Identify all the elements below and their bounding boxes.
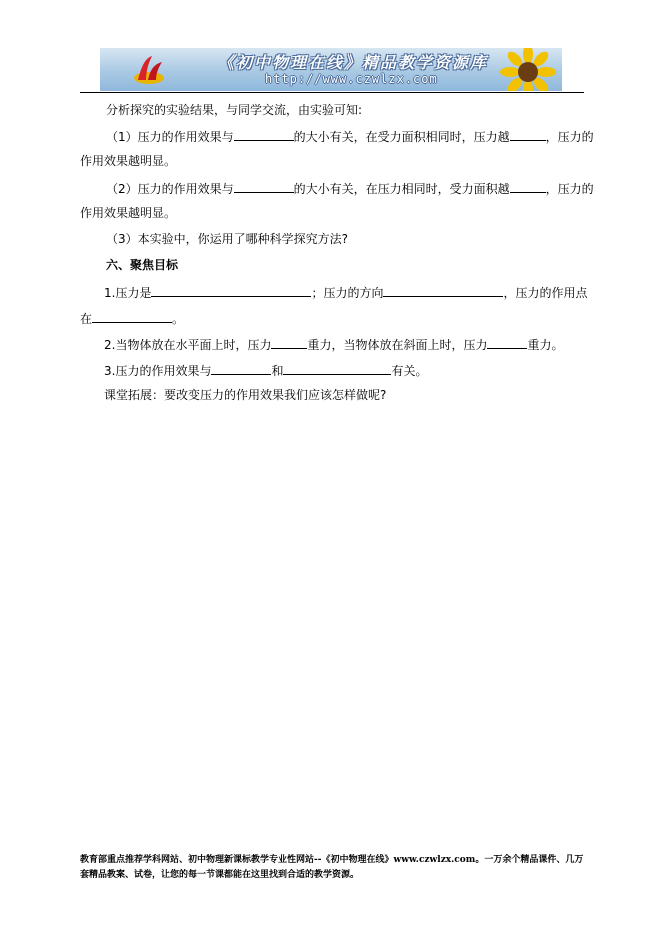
q1-text-b: 的大小有关，在受力面积相同时，压力越 <box>293 130 510 144</box>
sunflower-icon <box>498 48 558 91</box>
item3-text-a: 3.压力的作用效果与 <box>104 364 212 378</box>
banner-url[interactable]: http://www.czwlzx.com <box>265 72 438 86</box>
item2-blank-2[interactable] <box>487 336 527 349</box>
q2-blank-1[interactable] <box>234 180 294 193</box>
item1-text-c: ，压力的作用点 <box>503 286 588 300</box>
item-1-cont <box>80 310 184 326</box>
q1-blank-1[interactable] <box>234 128 294 141</box>
item1-text-a: 1.压力是 <box>104 286 152 300</box>
q2-text-d: 作用效果越明显。 <box>80 206 177 220</box>
section-heading: 六、聚焦目标 <box>106 258 179 272</box>
item2-blank-1[interactable] <box>271 336 307 349</box>
item-3 <box>104 362 427 378</box>
q2-blank-2[interactable] <box>510 180 546 193</box>
header-rule <box>80 92 584 93</box>
question-3: （3）本实验中，你运用了哪种科学探究方法? <box>106 232 349 246</box>
item1-blank-1[interactable] <box>151 284 311 297</box>
banner-title: 《初中物理在线》精品教学资源库 <box>218 53 489 72</box>
q2-text-b: 的大小有关，在压力相同时，受力面积越 <box>293 182 510 196</box>
q1-text-d: 作用效果越明显。 <box>80 154 177 168</box>
item-1 <box>104 284 587 300</box>
item3-blank-1[interactable] <box>211 362 271 375</box>
q1-text-a: （1）压力的作用效果与 <box>106 130 234 144</box>
item1-text-d: 在 <box>80 312 93 326</box>
question-2 <box>106 180 594 196</box>
question-1 <box>106 128 594 144</box>
q1-blank-2[interactable] <box>510 128 546 141</box>
header-banner <box>100 48 562 91</box>
logo-icon <box>132 54 166 86</box>
item3-blank-2[interactable] <box>283 362 391 375</box>
item2-text-b: 重力，当物体放在斜面上时，压力 <box>307 338 488 352</box>
item-2 <box>104 336 563 352</box>
extension-text: 课堂拓展：要改变压力的作用效果我们应该怎样做呢? <box>104 388 387 402</box>
item1-text-b: ；压力的方向 <box>311 286 384 300</box>
item2-text-c: 重力。 <box>527 338 564 352</box>
item3-text-b: 和 <box>271 364 284 378</box>
q1-text-c: ，压力的 <box>545 130 594 144</box>
intro-text: 分析探究的实验结果，与同学交流，由实验可知: <box>106 103 363 117</box>
item1-blank-2[interactable] <box>383 284 503 297</box>
item1-blank-3[interactable] <box>92 310 172 323</box>
q2-text-a: （2）压力的作用效果与 <box>106 182 234 196</box>
footer-text: 教育部重点推荐学科网站、初中物理新课标教学专业性网站--《初中物理在线》www.czwlzx.com。一万余个精品课件、几万套精品教案、试卷，让您的每一节课都能在这里找到合适的教学资源。 <box>80 855 584 880</box>
item1-text-e: 。 <box>172 312 185 326</box>
q2-text-c: ，压力的 <box>545 182 594 196</box>
item3-text-c: 有关。 <box>391 364 428 378</box>
item2-text-a: 2.当物体放在水平面上时，压力 <box>104 338 272 352</box>
